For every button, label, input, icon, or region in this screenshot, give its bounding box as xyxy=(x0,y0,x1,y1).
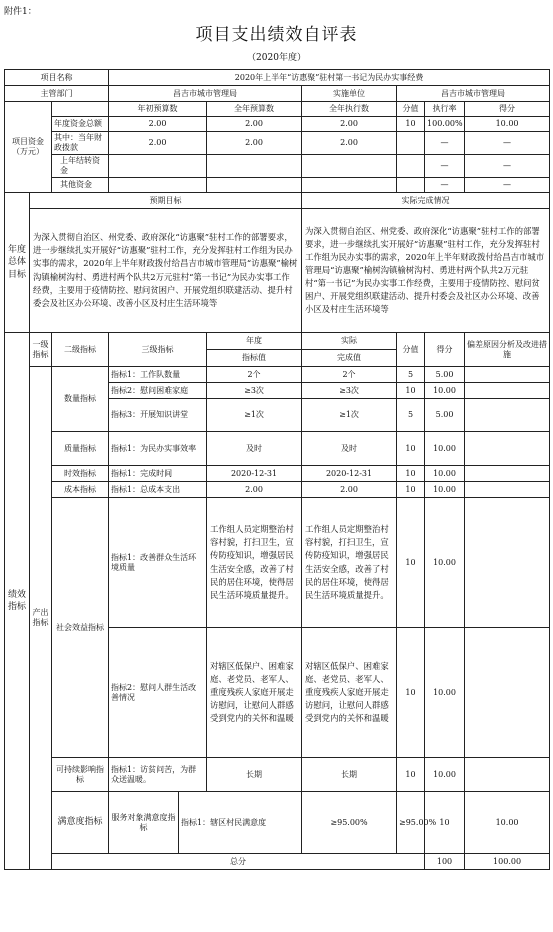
indicator-actual: 工作组人员定期整治村容村貌，打扫卫生，宣传防疫知识，增强居民生活安全感，改善了村民的居住环境，使得居民生活环境质量提升。 xyxy=(302,498,397,628)
indicator-score: 10.00 xyxy=(425,466,465,482)
indicator-score: 10.00 xyxy=(465,792,550,854)
funds-col-rate: 执行率 xyxy=(425,102,465,117)
goals-actual-label: 实际完成情况 xyxy=(302,193,550,209)
perf-col-l1: 一级指标 xyxy=(30,333,52,367)
indicator-actual: 2020-12-31 xyxy=(302,466,397,482)
dept-value: 昌吉市城市管理局 xyxy=(109,86,302,102)
indicator-reason xyxy=(465,498,550,628)
indicator-row xyxy=(5,466,550,482)
indicator-reason xyxy=(465,432,550,466)
funds-initial: 2.00 xyxy=(109,117,207,132)
funds-score: — xyxy=(465,155,550,178)
unit-label: 实施单位 xyxy=(302,86,397,102)
perf-side-label: 绩效指标 xyxy=(5,333,30,870)
indicator-l3: 指标2：慰问人群生活改善情况 xyxy=(109,628,207,758)
indicator-reason xyxy=(465,466,550,482)
project-name-label: 项目名称 xyxy=(5,70,109,86)
goals-header-row xyxy=(5,193,550,209)
indicator-row xyxy=(5,367,550,383)
funds-label: 项目资金（万元） xyxy=(5,102,52,193)
funds-score-value xyxy=(397,155,425,178)
indicator-target: ≥95.00% xyxy=(302,792,397,854)
indicator-actual: 及时 xyxy=(302,432,397,466)
indicator-score: 5.00 xyxy=(425,367,465,383)
funds-rate: 100.00% xyxy=(425,117,465,132)
indicator-row xyxy=(5,758,550,792)
perf-col-reason: 偏差原因分析及改进措施 xyxy=(465,333,550,367)
year-subtitle: （2020年度） xyxy=(247,53,306,63)
funds-rate: — xyxy=(425,132,465,155)
indicator-target: 2020-12-31 xyxy=(207,466,302,482)
indicator-l3: 指标1：工作队数量 xyxy=(109,367,207,383)
indicator-reason xyxy=(465,482,550,498)
indicator-l3: 指标2：慰问困难家庭 xyxy=(109,383,207,399)
indicator-actual: ≥95.00% xyxy=(397,792,425,854)
funds-score: — xyxy=(465,132,550,155)
indicator-target: 2.00 xyxy=(207,482,302,498)
indicator-target: 及时 xyxy=(207,432,302,466)
goals-actual-text: 为深入贯彻自治区、州党委、政府深化“访惠聚”驻村工作的部署要求，进一步继续扎实开展好“访惠聚”驻村工作，充分发挥驻村工作组为民办实事的需求，2020年上半年财政拨付给昌吉市城市管理局“访惠聚”榆树沟镇榆树沟村、勇进村两个队共2万元驻村“第一书记”为民办实事工作经费，主要用于疫情防控、慰问贫困户、开展党组织联建活动、提升村委会及社区办公环境、改善小区及村庄生活环境等 xyxy=(302,209,550,333)
indicator-target: ≥3次 xyxy=(207,383,302,399)
quality-label: 质量指标 xyxy=(52,432,109,466)
page-title: 项目支出绩效自评表 xyxy=(195,25,358,45)
indicator-reason xyxy=(465,628,550,758)
goals-label: 年度总体目标 xyxy=(5,193,30,333)
perf-header-row xyxy=(5,333,550,350)
indicator-target: ≥1次 xyxy=(207,399,302,432)
indicator-score-value: 10 xyxy=(397,628,425,758)
indicator-target: 2个 xyxy=(207,367,302,383)
indicator-score: 10.00 xyxy=(425,628,465,758)
perf-col-target-a: 年度 xyxy=(207,333,302,350)
indicator-reason xyxy=(465,758,550,792)
indicator-actual: 对辖区低保户、困难家庭、老党员、老军人、重度残疾人家庭开展走访慰问，让慰问人群感受到党内的关怀和温暖 xyxy=(302,628,397,758)
unit-value: 昌吉市城市管理局 xyxy=(397,86,550,102)
indicator-actual: 2.00 xyxy=(302,482,397,498)
funds-score-value xyxy=(397,178,425,193)
output-label: 产出指标 xyxy=(30,367,52,870)
funds-col-score: 得分 xyxy=(465,102,550,117)
quantity-label: 数量指标 xyxy=(52,367,109,432)
perf-col-score-value: 分值 xyxy=(397,333,425,367)
evaluation-table xyxy=(4,69,550,870)
funds-score-value: 10 xyxy=(397,117,425,132)
funds-col-score-value: 分值 xyxy=(397,102,425,117)
funds-initial xyxy=(109,178,207,193)
indicator-row xyxy=(5,792,550,854)
indicator-l3: 指标1：访贫问苦，为群众送温暖。 xyxy=(109,758,207,792)
goals-expected-label: 预期目标 xyxy=(30,193,302,209)
indicator-score-value: 5 xyxy=(397,367,425,383)
indicator-l3: 指标3：开展知识讲堂 xyxy=(109,399,207,432)
indicator-actual: ≥3次 xyxy=(302,383,397,399)
indicator-actual: ≥1次 xyxy=(302,399,397,432)
funds-executed xyxy=(302,178,397,193)
funds-col-executed: 全年执行数 xyxy=(302,102,397,117)
indicator-score-value: 10 xyxy=(397,466,425,482)
indicator-l3: 指标1：总成本支出 xyxy=(109,482,207,498)
indicator-score: 10.00 xyxy=(425,498,465,628)
indicator-row xyxy=(5,432,550,466)
total-row xyxy=(5,854,550,870)
satisfaction-l1-label: 满意度指标 xyxy=(52,792,109,854)
funds-initial xyxy=(109,155,207,178)
funds-executed: 2.00 xyxy=(302,132,397,155)
satisfaction-l2-label: 服务对象满意度指标 xyxy=(109,792,179,854)
project-name-row xyxy=(5,70,550,86)
goals-expected-text: 为深入贯彻自治区、州党委、政府深化“访惠聚”驻村工作的部署要求，进一步继续扎实开展好“访惠聚”驻村工作，充分发挥驻村工作组为民办实事的需求，2020年上半年财政拨付给昌吉市城市管理局“访惠聚”榆树沟镇榆树沟村、勇进村两个队共2万元驻村“第一书记”为民办实事工作经费，主要用于疫情防控、慰问贫困户、开展党组织联建活动、提升村委会及社区办公环境、改善小区及村庄生活环境等 xyxy=(30,209,302,333)
indicator-actual: 2个 xyxy=(302,367,397,383)
funds-annual xyxy=(207,178,302,193)
funds-score: 10.00 xyxy=(465,117,550,132)
indicator-target: 对辖区低保户、困难家庭、老党员、老军人、重度残疾人家庭开展走访慰问，让慰问人群感受到党内的关怀和温暖 xyxy=(207,628,302,758)
goals-text-row xyxy=(5,209,550,333)
indicator-l3: 指标1：改善群众生活环境质量 xyxy=(109,498,207,628)
indicator-reason xyxy=(465,367,550,383)
indicator-target: 工作组人员定期整治村容村貌，打扫卫生，宣传防疫知识，增强居民生活安全感，改善了村民的居住环境，使得居民生活环境质量提升。 xyxy=(207,498,302,628)
total-score-value: 100 xyxy=(425,854,465,870)
attachment-label: 附件1： xyxy=(4,7,37,17)
funds-row-label: 其他资金 xyxy=(52,178,109,193)
funds-row-label: 其中：当年财政拨款 xyxy=(52,132,109,155)
funds-header-row xyxy=(5,102,550,117)
indicator-score-value: 10 xyxy=(397,498,425,628)
funds-executed: 2.00 xyxy=(302,117,397,132)
dept-row xyxy=(5,86,550,102)
total-label: 总分 xyxy=(52,854,425,870)
perf-col-actual-a: 实际 xyxy=(302,333,397,350)
indicator-score: 10.00 xyxy=(425,432,465,466)
indicator-reason xyxy=(465,399,550,432)
funds-annual xyxy=(207,155,302,178)
indicator-score: 10.00 xyxy=(425,758,465,792)
funds-initial: 2.00 xyxy=(109,132,207,155)
funds-row-label: 上年结转资金 xyxy=(52,155,109,178)
indicator-score-value: 10 xyxy=(397,383,425,399)
indicator-l3: 指标1：为民办实事效率 xyxy=(109,432,207,466)
perf-col-actual-b: 完成值 xyxy=(302,350,397,367)
timeliness-label: 时效指标 xyxy=(52,466,109,482)
indicator-score: 5.00 xyxy=(425,399,465,432)
perf-col-l2: 二级指标 xyxy=(52,333,109,367)
funds-row xyxy=(5,117,550,132)
cost-label: 成本指标 xyxy=(52,482,109,498)
indicator-score-value: 10 xyxy=(425,792,465,854)
funds-col-initial: 年初预算数 xyxy=(109,102,207,117)
funds-score: — xyxy=(465,178,550,193)
funds-rate: — xyxy=(425,178,465,193)
funds-col-annual: 全年预算数 xyxy=(207,102,302,117)
indicator-score-value: 10 xyxy=(397,758,425,792)
indicator-score-value: 10 xyxy=(397,482,425,498)
funds-score-value xyxy=(397,132,425,155)
funds-row xyxy=(5,178,550,193)
indicator-actual: 长期 xyxy=(302,758,397,792)
indicator-l3: 指标1：辖区村民满意度 xyxy=(179,792,302,854)
sustain-label: 可持续影响指标 xyxy=(52,758,109,792)
funds-annual: 2.00 xyxy=(207,132,302,155)
indicator-score: 10.00 xyxy=(425,482,465,498)
perf-col-l3: 三级指标 xyxy=(109,333,207,367)
perf-col-target-b: 指标值 xyxy=(207,350,302,367)
indicator-row xyxy=(5,482,550,498)
perf-col-score: 得分 xyxy=(425,333,465,367)
funds-row xyxy=(5,132,550,155)
funds-row-label: 年度资金总额 xyxy=(52,117,109,132)
indicator-score: 10.00 xyxy=(425,383,465,399)
project-name-value: 2020年上半年“访惠聚”驻村第一书记为民办实事经费 xyxy=(109,70,550,86)
indicator-score-value: 10 xyxy=(397,432,425,466)
funds-rate: — xyxy=(425,155,465,178)
indicator-row xyxy=(5,498,550,628)
dept-label: 主管部门 xyxy=(5,86,109,102)
indicator-score-value: 5 xyxy=(397,399,425,432)
social-label: 社会效益指标 xyxy=(52,498,109,758)
funds-annual: 2.00 xyxy=(207,117,302,132)
funds-row xyxy=(5,155,550,178)
indicator-l3: 指标1：完成时间 xyxy=(109,466,207,482)
total-score: 100.00 xyxy=(465,854,550,870)
funds-executed xyxy=(302,155,397,178)
indicator-reason xyxy=(465,383,550,399)
indicator-target: 长期 xyxy=(207,758,302,792)
